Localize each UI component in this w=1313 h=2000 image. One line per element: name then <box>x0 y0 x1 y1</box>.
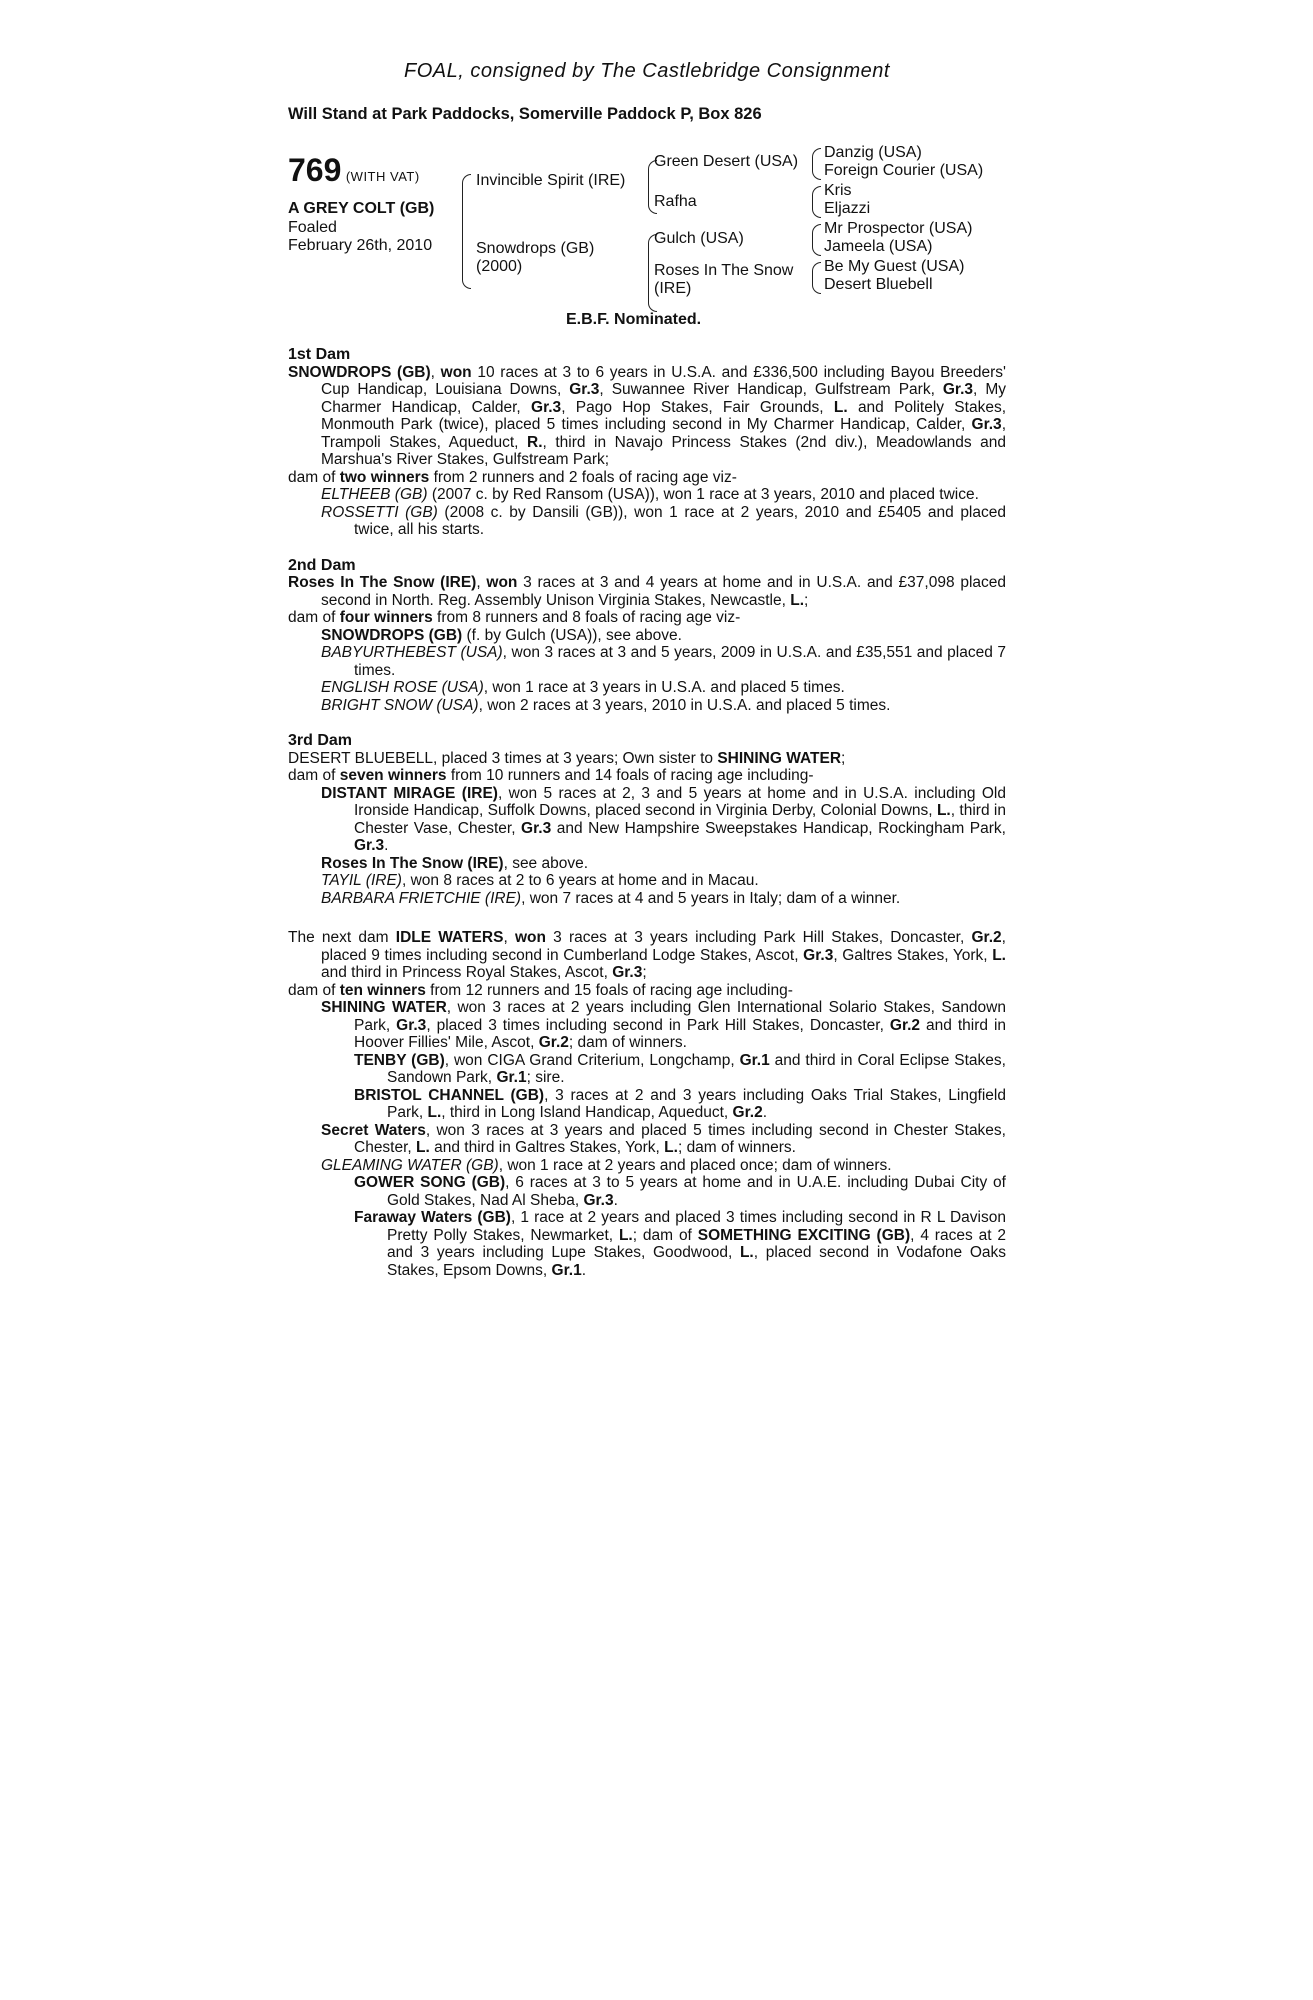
grade: Gr.3 <box>583 1191 614 1209</box>
grade: Gr.1 <box>551 1261 582 1279</box>
grade: L. <box>739 1244 754 1261</box>
dam-year: (2000) <box>476 258 523 275</box>
progeny-name: BARBARA FRIETCHIE (IRE) <box>321 889 522 907</box>
record-text: ; <box>841 749 846 767</box>
vat-note: (WITH VAT) <box>345 169 420 184</box>
grade: Gr.3 <box>942 381 974 398</box>
ggp-1: Danzig (USA) <box>824 144 922 161</box>
pedigree-brace <box>812 224 821 256</box>
progeny-entry <box>288 1122 1006 1157</box>
grade: Gr.3 <box>521 819 552 837</box>
progeny-text: , won 3 races at 3 years and placed 5 times including second in Chester Stakes, Chester, <box>354 1121 1006 1156</box>
sire-sire: Green Desert (USA) <box>654 153 799 170</box>
second-dam-section <box>288 557 1006 715</box>
dam-name: IDLE WATERS <box>395 929 504 946</box>
progeny-text: . <box>762 1104 768 1121</box>
catalogue-page <box>288 60 1006 1279</box>
progeny-entry <box>288 1157 1006 1175</box>
grade: Gr.3 <box>396 1016 427 1034</box>
progeny-text: and third in Hoover Fillies' Mile, Ascot, <box>354 1016 1007 1051</box>
won-label: won <box>486 574 518 591</box>
sister-name: SHINING WATER <box>717 749 842 767</box>
grade: Gr.1 <box>739 1051 770 1069</box>
pedigree-brace <box>812 262 821 294</box>
grade: L. <box>618 1226 633 1244</box>
record-text: , Galtres Stakes, York, <box>833 946 993 964</box>
record-text: , Pago Hop Stakes, Fair Grounds, <box>561 398 834 416</box>
next-dam-section <box>288 929 1006 1279</box>
progeny-text: , won 1 race at 2 years and placed once; dam of winners. <box>498 1156 892 1174</box>
won-label: won <box>440 363 472 381</box>
ggp-8: Desert Bluebell <box>824 276 933 293</box>
record-text: ; <box>642 964 647 981</box>
record-text: and third in Princess Royal Stakes, Ascot, <box>321 964 613 981</box>
progeny-text: , won 8 races at 2 to 6 years at home and in Macau. <box>401 872 759 889</box>
progeny-text: , see above. <box>503 854 589 872</box>
grade: Gr.2 <box>732 1104 763 1121</box>
pedigree-table <box>288 144 1006 328</box>
progeny-entry <box>288 785 1006 855</box>
progeny-text: and third in Coral Eclipse Stakes, Sandown Park, <box>387 1051 1006 1086</box>
section-title: 1st Dam <box>288 346 351 363</box>
progeny-name: Secret Waters <box>321 1121 426 1139</box>
ggp-6: Jameela (USA) <box>824 238 933 255</box>
ggp-5: Mr Prospector (USA) <box>824 220 973 237</box>
won-label: won <box>514 929 546 946</box>
progeny-entry <box>288 1052 1006 1087</box>
progeny-text: , 3 races at 2 and 3 years including Oaks Trial Stakes, Lingfield Park, <box>387 1086 1006 1121</box>
record-text: and Politely Stakes, Monmouth Park (twice), placed 5 times including second in My Charmer Handicap, Calder, <box>321 398 1006 433</box>
third-dam-section <box>288 732 1006 907</box>
progeny-entry <box>288 1087 1006 1122</box>
progeny-text: (2008 c. by Dansili (GB)), won 1 race at 2 years, 2010 and £5405 and placed twice, all his starts. <box>354 503 1006 538</box>
progeny-text: , third in Long Island Handicap, Aqueduct, <box>441 1104 733 1121</box>
grade: L. <box>664 1139 678 1156</box>
foaled-date: February 26th, 2010 <box>288 237 433 254</box>
progeny-entry <box>288 872 1006 890</box>
dam-of-text: from 10 runners and 14 foals of racing age including- <box>446 767 814 784</box>
lot-number: 769 <box>288 152 342 188</box>
first-dam-section <box>288 346 1006 539</box>
progeny-text: , won 3 races at 3 and 5 years, 2009 in U.S.A. and £35,551 and placed 7 times. <box>354 644 1006 679</box>
progeny-text: , 6 races at 3 to 5 years at home and in U.A.E. including Dubai City of Gold Stakes, Nad Al Sheba, <box>387 1174 1006 1209</box>
ggp-7: Be My Guest (USA) <box>824 258 965 275</box>
grade: Gr.3 <box>803 946 834 964</box>
winners-count: ten winners <box>339 981 426 999</box>
dam-of-text: dam of <box>288 468 340 486</box>
progeny-name: SNOWDROPS (GB) <box>321 626 463 644</box>
stabling-location: Will Stand at Park Paddocks, Somerville Paddock P, Box 826 <box>288 105 762 123</box>
sire-dam: Rafha <box>654 193 697 210</box>
record-text: The next dam <box>288 929 396 946</box>
record-text: , third in Navajo Princess Stakes (2nd div.), Meadowlands and Marshua's River Stakes, Gulfstream Park; <box>321 433 1006 468</box>
progeny-text: ; dam of <box>632 1226 698 1244</box>
progeny-text: . <box>581 1261 587 1279</box>
grade: Gr.3 <box>569 381 600 398</box>
progeny-text: . <box>613 1191 618 1209</box>
progeny-text: ; sire. <box>526 1069 565 1086</box>
ebf-note: E.B.F. Nominated. <box>566 311 702 328</box>
progeny-entry <box>288 627 1006 645</box>
record-text: , My Charmer Handicap, Calder, <box>321 381 1007 416</box>
progeny-text: , 4 races at 2 and 3 years including Lupe Stakes, Goodwood, <box>387 1226 1007 1261</box>
sire: Invincible Spirit (IRE) <box>476 172 626 189</box>
progeny-text: and New Hampshire Sweepstakes Handicap, Rockingham Park, <box>551 819 1006 837</box>
progeny-name: DISTANT MIRAGE (IRE) <box>321 784 498 802</box>
record-text: DESERT BLUEBELL, placed 3 times at 3 years; Own sister to <box>288 749 718 767</box>
progeny-name: ELTHEEB (GB) <box>321 486 428 503</box>
progeny-name: SOMETHING EXCITING (GB) <box>697 1226 911 1244</box>
record-text: 3 races at 3 years including Park Hill Stakes, Doncaster, <box>545 929 972 946</box>
grade: L. <box>427 1104 442 1121</box>
dam-of-line <box>288 982 1006 1000</box>
progeny-text: (f. by Gulch (USA)), see above. <box>462 626 682 644</box>
record-text: ; <box>804 591 809 609</box>
dam-of-text: dam of <box>288 981 340 999</box>
record-text: , placed 9 times including second in Cumberland Lodge Stakes, Ascot, <box>321 929 1006 964</box>
progeny-entry <box>288 1174 1006 1209</box>
grade: Gr.2 <box>889 1016 921 1034</box>
consignor-header: FOAL, consigned by The Castlebridge Consignment <box>404 60 890 82</box>
winners-count: seven winners <box>339 767 447 784</box>
progeny-text: ; dam of winners. <box>568 1034 687 1051</box>
progeny-entry <box>288 999 1006 1052</box>
grade: L. <box>416 1139 430 1156</box>
grade: R. <box>527 433 543 451</box>
progeny-entry <box>288 855 1006 873</box>
progeny-name: BABYURTHEBEST (USA) <box>321 644 503 661</box>
grade: Gr.1 <box>496 1069 527 1086</box>
section-title: 3rd Dam <box>288 732 353 749</box>
record-text: , Suwannee River Handicap, Gulfstream Park, <box>599 381 943 398</box>
grade: L. <box>992 946 1006 964</box>
progeny-name: Faraway Waters (GB) <box>354 1209 511 1226</box>
dam-of-text: from 2 runners and 2 foals of racing age viz- <box>429 468 737 486</box>
dam-dam: Roses In The Snow <box>654 262 794 279</box>
grade: Gr.3 <box>612 964 643 981</box>
grade: Gr.3 <box>971 416 1002 433</box>
lot-number-line <box>288 152 420 189</box>
grade: L. <box>790 591 805 609</box>
progeny-text: ; dam of winners. <box>677 1139 796 1156</box>
progeny-entry <box>288 644 1006 679</box>
progeny-text: , won CIGA Grand Criterium, Longchamp, <box>444 1051 740 1069</box>
dam-sire: Gulch (USA) <box>654 230 744 247</box>
dam-record <box>288 750 1006 768</box>
progeny-text: , placed second in Vodafone Oaks Stakes, Epsom Downs, <box>387 1244 1006 1279</box>
ggp-3: Kris <box>824 182 852 199</box>
progeny-name: TENBY (GB) <box>354 1051 445 1069</box>
dam-record: Roses In The Snow (IRE), won 3 races at 3 and 4 years at home and in U.S.A. and £37,098 placed second in North. Reg. Assembly Unison Virginia Stakes, Newcastle, L.; <box>288 574 1006 609</box>
winners-count: two winners <box>339 468 430 486</box>
progeny-text: . <box>384 837 389 854</box>
progeny-entry <box>288 486 1006 504</box>
dam-of-text: dam of <box>288 767 340 784</box>
dam-of-line <box>288 609 1006 627</box>
progeny-name: GOWER SONG (GB) <box>354 1174 506 1191</box>
dam-of-text: from 8 runners and 8 foals of racing age viz- <box>432 609 741 626</box>
dam-name: Roses In The Snow (IRE) <box>288 574 477 591</box>
dam-record: SNOWDROPS (GB), won 10 races at 3 to 6 years in U.S.A. and £336,500 including Bayou Breeders' Cup Handicap, Louisiana Downs, Gr.3, Suwannee River Handicap, Gulfstream Park, Gr.3, My Charmer Handicap, Calder, Gr.3, Pago Hop Stakes, Fair Grounds, L. and Politely Stakes, Monmouth Park (twice), placed 5 times including second in My Charmer Handicap, Calder, Gr.3, Trampoli Stakes, Aqueduct, R., third in Navajo Princess Stakes (2nd div.), Meadowlands and Marshua's River Stakes, Gulfstream Park; <box>288 363 1007 468</box>
progeny-text: , won 2 races at 3 years, 2010 in U.S.A. and placed 5 times. <box>478 696 891 714</box>
section-title: 2nd Dam <box>288 556 356 574</box>
progeny-entry <box>288 890 1006 908</box>
grade: Gr.2 <box>538 1034 569 1051</box>
progeny-text: , won 1 race at 3 years in U.S.A. and placed 5 times. <box>483 679 845 696</box>
foaled-label: Foaled <box>288 219 337 236</box>
dam-of-line <box>288 469 1006 487</box>
progeny-entry <box>288 504 1006 539</box>
progeny-name: GLEAMING WATER (GB) <box>321 1156 499 1174</box>
dam-record: The next dam IDLE WATERS, won 3 races at 3 years including Park Hill Stakes, Doncaster, Gr.2, placed 9 times including second in Cumberland Lodge Stakes, Ascot, Gr.3, Galtres Stakes, York, L. and third in Princess Royal Stakes, Ascot, Gr.3; <box>288 929 1006 981</box>
progeny-text: and third in Galtres Stakes, York, <box>429 1139 665 1156</box>
dam: Snowdrops (GB) <box>476 240 595 257</box>
record-text: , Trampoli Stakes, Aqueduct, <box>321 416 1006 451</box>
grade: L. <box>936 802 951 819</box>
grade: L. <box>833 398 848 416</box>
grade: Gr.3 <box>531 398 562 416</box>
dam-name: SNOWDROPS (GB) <box>288 363 431 381</box>
progeny-entry <box>288 697 1006 715</box>
progeny-name: SHINING WATER <box>321 999 447 1016</box>
ggp-4: Eljazzi <box>824 200 871 217</box>
progeny-text: , placed 3 times including second in Park Hill Stakes, Doncaster, <box>426 1016 890 1034</box>
progeny-text: (2007 c. by Red Ransom (USA)), won 1 race at 3 years, 2010 and placed twice. <box>427 486 979 503</box>
progeny-text: , 1 race at 2 years and placed 3 times including second in R L Davison Pretty Polly Stakes, Newmarket, <box>387 1209 1006 1244</box>
record-text: 3 races at 3 and 4 years at home and in U.S.A. and £37,098 placed second in North. Reg. Assembly Unison Virginia Stakes, Newcastle, <box>321 574 1006 609</box>
dam-of-text: from 12 runners and 15 foals of racing age including- <box>425 981 793 999</box>
progeny-name: ROSSETTI (GB) <box>321 503 438 521</box>
progeny-text: , won 5 races at 2, 3 and 5 years at home and in U.S.A. including Old Ironside Handicap, Suffolk Downs, placed second in Virginia Derby, Colonial Downs, <box>354 784 1006 819</box>
winners-count: four winners <box>339 609 433 626</box>
progeny-entry <box>288 679 1006 697</box>
progeny-name: ENGLISH ROSE (USA) <box>321 679 484 696</box>
record-text: 10 races at 3 to 6 years in U.S.A. and £336,500 including Bayou Breeders' Cup Handicap, Louisiana Downs, <box>321 363 1006 398</box>
pedigree-brace <box>812 148 821 180</box>
progeny-text: , won 3 races at 2 years including Glen International Solario Stakes, Sandown Park, <box>354 999 1006 1034</box>
grade: Gr.3 <box>354 837 385 854</box>
dam-of-line <box>288 767 1006 785</box>
dam-dam-suffix: (IRE) <box>654 280 692 297</box>
pedigree-brace <box>462 174 471 289</box>
progeny-text: , won 7 races at 4 and 5 years in Italy; dam of a winner. <box>521 889 901 907</box>
progeny-text: , third in Chester Vase, Chester, <box>354 802 1006 837</box>
dam-of-text: dam of <box>288 609 340 626</box>
progeny-name: BRIGHT SNOW (USA) <box>321 696 479 714</box>
progeny-name: TAYIL (IRE) <box>321 872 402 889</box>
pedigree-brace <box>812 186 821 218</box>
progeny-entry <box>288 1209 1006 1279</box>
grade: Gr.2 <box>971 929 1002 946</box>
progeny-name: BRISTOL CHANNEL (GB) <box>354 1086 545 1104</box>
progeny-name: Roses In The Snow (IRE) <box>321 854 504 872</box>
horse-name: A GREY COLT (GB) <box>288 200 435 217</box>
ggp-2: Foreign Courier (USA) <box>824 162 984 179</box>
